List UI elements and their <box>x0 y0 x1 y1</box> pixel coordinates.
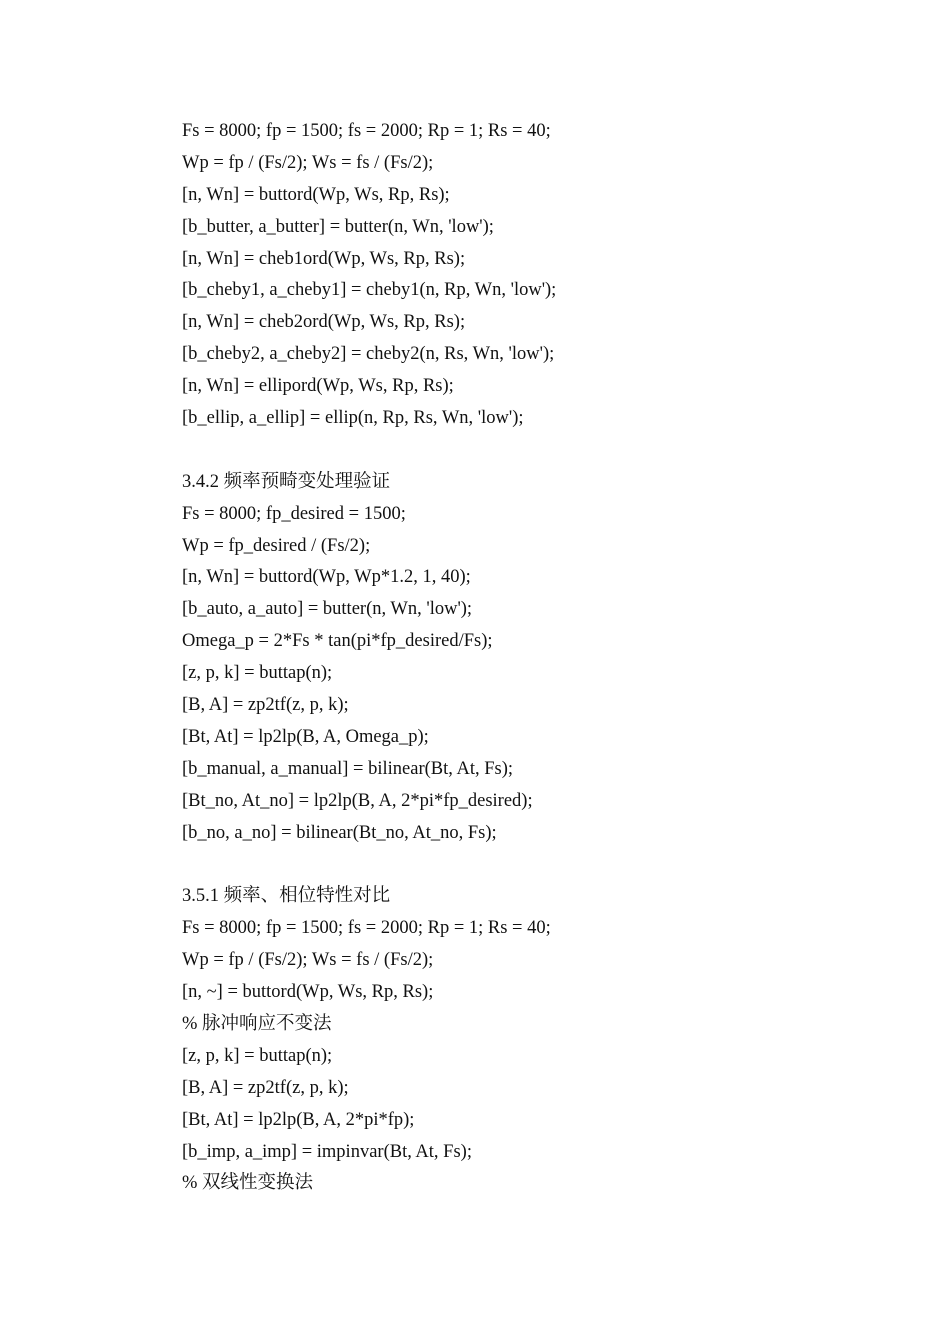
code-line: Omega_p = 2*Fs * tan(pi*fp_desired/Fs); <box>182 631 493 652</box>
code-line: [z, p, k] = buttap(n); <box>182 1045 333 1066</box>
section-spacer <box>182 849 882 881</box>
code-line: [n, Wn] = buttord(Wp, Ws, Rp, Rs); <box>182 184 450 205</box>
code-line: Wp = fp / (Fs/2); Ws = fs / (Fs/2); <box>182 152 434 173</box>
section-spacer <box>182 435 882 467</box>
code-line: [b_cheby1, a_cheby1] = cheby1(n, Rp, Wn, 'low'); <box>182 280 557 301</box>
code-line: [n, Wn] = ellipord(Wp, Ws, Rp, Rs); <box>182 376 454 397</box>
code-line: [b_no, a_no] = bilinear(Bt_no, At_no, Fs); <box>182 822 497 843</box>
code-line: Fs = 8000; fp = 1500; fs = 2000; Rp = 1; Rs = 40; <box>182 918 551 939</box>
code-line: Fs = 8000; fp_desired = 1500; <box>182 503 406 524</box>
code-line: [z, p, k] = buttap(n); <box>182 663 333 684</box>
code-line: [n, Wn] = cheb1ord(Wp, Ws, Rp, Rs); <box>182 248 466 269</box>
code-line: [Bt, At] = lp2lp(B, A, 2*pi*fp); <box>182 1109 415 1130</box>
code-line: [n, ~] = buttord(Wp, Ws, Rp, Rs); <box>182 982 434 1003</box>
code-line: [n, Wn] = buttord(Wp, Wp*1.2, 1, 40); <box>182 567 471 588</box>
code-line: [Bt_no, At_no] = lp2lp(B, A, 2*pi*fp_desired); <box>182 790 533 811</box>
code-block-prewarp <box>182 467 882 850</box>
code-comment: % 双线性变换法 <box>182 1173 314 1194</box>
code-block-filter-design <box>182 116 882 435</box>
code-comment: % 脉冲响应不变法 <box>182 1013 332 1034</box>
code-line: [Bt, At] = lp2lp(B, A, Omega_p); <box>182 726 429 747</box>
code-line: [b_butter, a_butter] = butter(n, Wn, 'low'); <box>182 216 494 237</box>
code-line: [B, A] = zp2tf(z, p, k); <box>182 695 349 716</box>
code-block-comparison <box>182 881 882 1200</box>
code-line: [b_imp, a_imp] = impinvar(Bt, At, Fs); <box>182 1141 472 1162</box>
code-line: [b_cheby2, a_cheby2] = cheby2(n, Rs, Wn, 'low'); <box>182 344 555 365</box>
code-line: [n, Wn] = cheb2ord(Wp, Ws, Rp, Rs); <box>182 312 466 333</box>
section-heading: 3.5.1 频率、相位特性对比 <box>182 886 391 907</box>
code-line: Wp = fp_desired / (Fs/2); <box>182 535 371 556</box>
code-line: Fs = 8000; fp = 1500; fs = 2000; Rp = 1; Rs = 40; <box>182 121 551 141</box>
section-heading: 3.4.2 频率预畸变处理验证 <box>182 471 391 492</box>
code-line: [b_manual, a_manual] = bilinear(Bt, At, Fs); <box>182 758 514 779</box>
code-line: Wp = fp / (Fs/2); Ws = fs / (Fs/2); <box>182 950 434 971</box>
code-line: [b_ellip, a_ellip] = ellip(n, Rp, Rs, Wn, 'low'); <box>182 408 524 429</box>
code-line: [B, A] = zp2tf(z, p, k); <box>182 1077 349 1098</box>
code-listing <box>182 116 882 1200</box>
code-line: [b_auto, a_auto] = butter(n, Wn, 'low'); <box>182 599 473 620</box>
